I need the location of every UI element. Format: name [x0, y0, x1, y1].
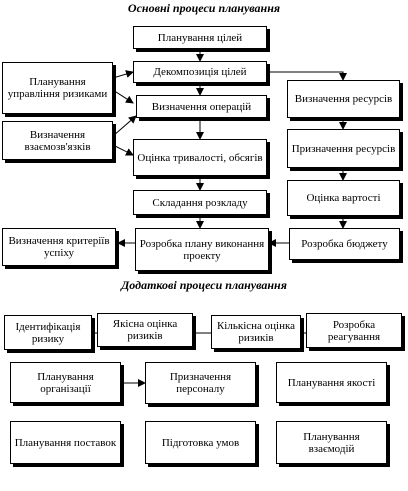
box-supply-planning: Планування поставок — [10, 421, 121, 464]
box-budget: Розробка бюджету — [289, 228, 400, 260]
box-cost-estimate: Оцінка вартості — [287, 180, 400, 216]
box-response-development: Розробка реагування — [306, 313, 402, 348]
arrow-deps-to-duration — [113, 145, 133, 155]
box-project-plan: Розробка плану виконання проекту — [135, 228, 269, 271]
box-risk-identification: Ідентифікація ризику — [4, 315, 92, 350]
box-staff-assignment: Призначення персоналу — [145, 362, 256, 404]
arrow-risk-to-decomposition — [113, 72, 133, 78]
box-quality-planning: Планування якості — [276, 362, 387, 403]
main-processes-title: Основні процеси планування — [127, 1, 281, 15]
arrow-risk-to-operations — [113, 90, 133, 103]
arrow-decomposition-to-resources — [267, 72, 343, 80]
box-preparation: Підготовка умов — [145, 421, 256, 464]
box-risk-management-planning: Планування управління ризиками — [2, 62, 113, 114]
box-decomposition: Декомпозиція цілей — [133, 61, 267, 83]
box-organization-planning: Планування організації — [10, 362, 121, 403]
box-qualitative-risk: Якісна оцінка ризиків — [97, 313, 193, 347]
box-quantitative-risk: Кількісна оцінка ризиків — [211, 315, 301, 349]
box-planning-goals: Планування цілей — [133, 26, 267, 49]
box-success-criteria: Визначення критеріїв успіху — [2, 228, 116, 266]
box-duration: Оцінка тривалості, обсягів — [133, 139, 267, 176]
box-interaction-planning: Планування взаємодій — [276, 421, 387, 464]
box-operations: Визначення операцій — [136, 95, 267, 118]
additional-processes-title: Додаткові процеси планування — [121, 278, 287, 292]
arrow-deps-to-operations — [113, 116, 136, 136]
box-dependencies: Визначення взаємозв'язків — [2, 121, 113, 160]
box-resources: Визначення ресурсів — [287, 80, 400, 118]
box-schedule: Складання розкладу — [133, 190, 267, 215]
box-assign-resources: Призначення ресурсів — [287, 129, 400, 168]
